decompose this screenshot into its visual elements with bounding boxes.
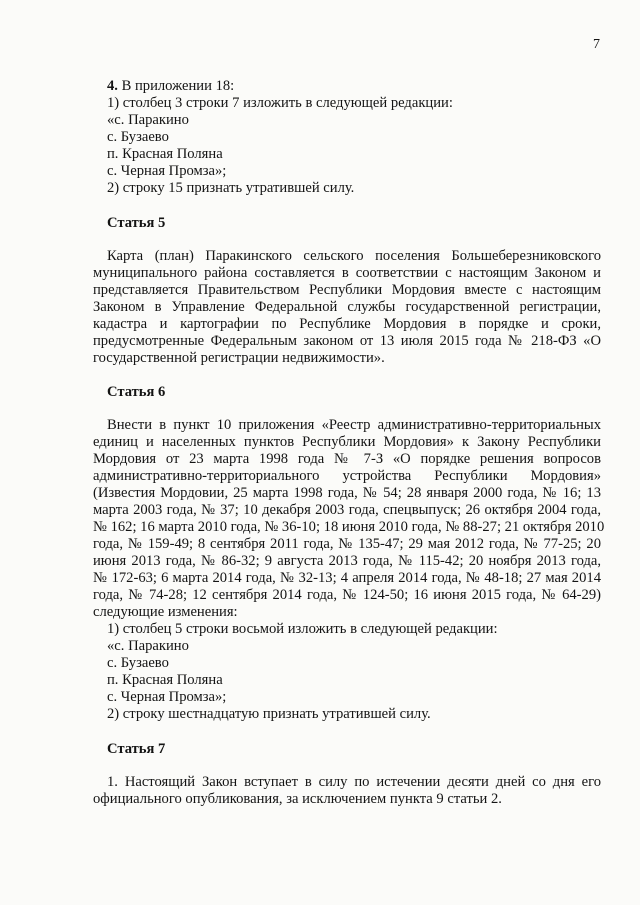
section-4-line: с. Черная Промза»; (107, 163, 227, 179)
article-6-item: с. Черная Промза»; (107, 689, 227, 705)
article-6-line: № 172-63; 6 марта 2014 года, № 32-13; 4 апреля 2014 года, № 48-18; 27 мая 2014 (93, 570, 601, 586)
article-6-item: 2) строку шестнадцатую признать утратившей силу. (107, 706, 431, 722)
section-4-line: 1) столбец 3 строки 7 изложить в следующей редакции: (107, 95, 453, 111)
section-4-intro-text: В приложении 18: (117, 78, 235, 94)
section-4-line: п. Красная Поляна (107, 146, 223, 162)
section-4-line: 2) строку 15 признать утратившей силу. (107, 180, 355, 196)
article-5-line: предусмотренные Федеральным законом от 13 июля 2015 года № 218-ФЗ «О (93, 333, 601, 349)
article-7-line: 1. Настоящий Закон вступает в силу по истечении десяти дней со дня его (107, 774, 601, 790)
article-6-line: следующие изменения: (93, 604, 238, 620)
section-4-line: «с. Паракино (107, 112, 189, 128)
article-6-item: п. Красная Поляна (107, 672, 223, 688)
article-5-line: Карта (план) Паракинского сельского поселения Большеберезниковского (107, 248, 601, 264)
article-6-line: года, № 74-28; 12 сентября 2014 года, № 124-50; 16 июня 2015 года, № 64-29) (93, 587, 601, 603)
article-6-line: июня 2013 года, № 86-32; 9 августа 2013 года, № 115-42; 20 ноября 2013 года, (93, 553, 601, 569)
article-6-heading: Статья 6 (107, 384, 166, 400)
article-5-line: представляется Правительством Республики Мордовия вместе с настоящим (93, 282, 601, 298)
article-7-line: официального опубликования, за исключением пункта 9 статьи 2. (93, 791, 502, 807)
article-5-line: кадастра и картографии по Республике Мордовия в порядке и сроки, (93, 316, 601, 332)
section-4-number: 4. (107, 78, 118, 94)
article-5-line: муниципального района составляется в соответствии с настоящим Законом и (93, 265, 601, 281)
article-6-line: административно-территориального устройства Республики Мордовия» (93, 468, 601, 484)
article-5-line: государственной регистрации недвижимости». (93, 350, 385, 366)
article-6-item: с. Бузаево (107, 655, 169, 671)
section-4-line: с. Бузаево (107, 129, 169, 145)
article-6-item: 1) столбец 5 строки восьмой изложить в следующей редакции: (107, 621, 498, 637)
article-6-line: № 162; 16 марта 2010 года, № 36-10; 18 июня 2010 года, № 88-27; 21 октября 2010 (93, 519, 605, 535)
article-6-item: «с. Паракино (107, 638, 189, 654)
section-4-intro (93, 78, 601, 95)
article-5-heading: Статья 5 (107, 215, 166, 231)
article-6-line: года, № 159-49; 8 сентября 2011 года, № 135-47; 29 мая 2012 года, № 77-25; 20 (93, 536, 601, 552)
article-7-heading: Статья 7 (107, 741, 166, 757)
article-5-line: Законом в Управление Федеральной службы государственной регистрации, (93, 299, 601, 315)
article-6-line: единиц и населенных пунктов Республики Мордовия» к Закону Республики (93, 434, 601, 450)
page-number: 7 (593, 37, 600, 52)
article-6-line: Мордовия от 23 марта 1998 года № 7-З «О порядке решения вопросов (93, 451, 601, 467)
document-body (93, 78, 605, 808)
article-6-line: марта 2003 года, № 37; 10 декабря 2003 года, спецвыпуск; 26 октября 2004 года, (93, 502, 601, 518)
article-6-line: (Известия Мордовии, 25 марта 1998 года, № 54; 28 января 2000 года, № 16; 13 (93, 485, 601, 501)
article-6-line: Внести в пункт 10 приложения «Реестр административно-территориальных (107, 417, 601, 433)
